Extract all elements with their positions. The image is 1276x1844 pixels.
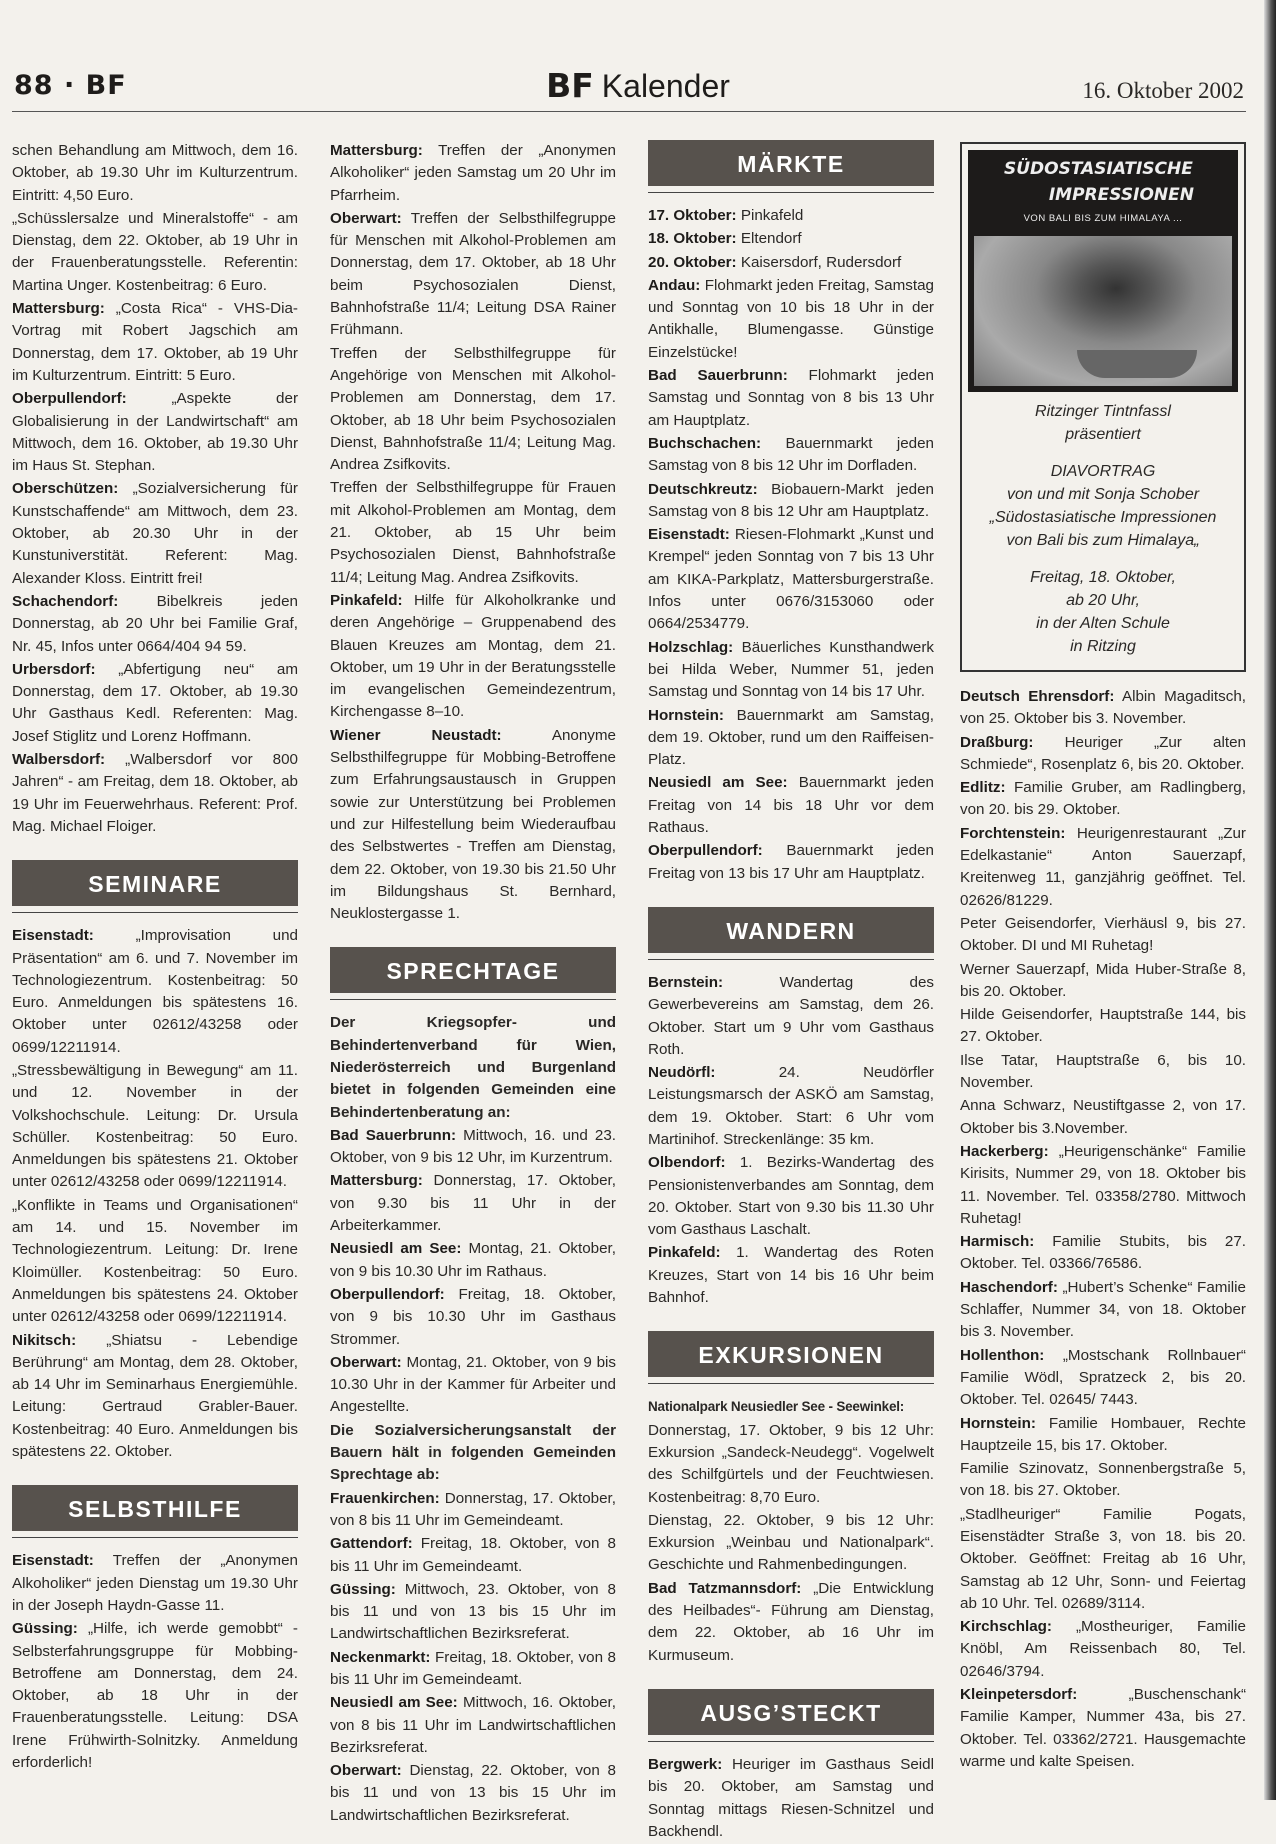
entry-text: Bauernmarkt jeden Freitag von 14 bis 18 Uhr vor dem Rathaus. <box>648 774 934 837</box>
ad-diavortrag <box>960 142 1246 672</box>
calendar-entry <box>960 959 1246 1004</box>
entry-text: „Improvisation und Präsentation“ am 6. und 7. November im Technologiezentrum. Kostenbeitrag: 50 Euro. Anmeldungen bis spätestens 16. Oktober unter 02612/43258 oder 0699/12211914. <box>12 927 298 1056</box>
calendar-entry <box>12 659 298 748</box>
ad-place: in Ritzing <box>1070 638 1136 655</box>
section-divider <box>12 1537 298 1538</box>
entry-place: Schachendorf: <box>12 592 119 610</box>
calendar-entry <box>960 1277 1246 1344</box>
entry-text: Anna Schwarz, Neustiftgasse 2, von 17. Oktober bis 3.November. <box>960 1097 1246 1137</box>
entry-text: Treffen der Selbsthilfegruppe für Angehörige von Menschen mit Alkohol-Problemen am Donnerstag, dem 17. Oktober, ab 18 Uhr beim Psychosozialen Dienst, Bahnhofstraße 11/4; Leitung Mag. Andrea Zsifkovits. <box>330 344 616 474</box>
entry-text: Heuriger im Gasthaus Seidl bis 20. Oktober, am Samstag und Sonntag mittags Riesen-Schnitzel und Backhendl. <box>648 1755 934 1840</box>
calendar-entry <box>12 1618 298 1774</box>
entry-text: Eltendorf <box>740 230 802 248</box>
entry-text: Bauernmarkt am Samstag, dem 19. Oktober, rund um den Raiffeisen-Platz. <box>648 706 934 769</box>
entry-text: „Buschenschank“ Familie Kamper, Nummer 43a, bis 27. Oktober. Tel. 03362/2721. Hausgemachte warme und kalte Speisen. <box>960 1686 1246 1770</box>
entry-place: Hollenthon: <box>960 1346 1045 1364</box>
entry-text: Familie Stubits, bis 27. Oktober. Tel. 03366/76586. <box>960 1233 1246 1273</box>
entry-place: Nikitsch: <box>12 1331 77 1349</box>
entry-text: 24. Neudörfler Leistungsmarsch der ASKÖ am Samstag, dem 19. Oktober. Start: 6 Uhr vom Martinihof. Streckenlänge: 35 km. <box>648 1064 934 1148</box>
section-heading: SPRECHTAGE <box>330 947 616 993</box>
calendar-entry <box>648 840 934 885</box>
entry-place: Draßburg: <box>960 733 1034 751</box>
entry-place: Hackerberg: <box>960 1142 1049 1160</box>
calendar-entry <box>12 1195 298 1329</box>
entry-text: „Sozialversicherung für Kunstschaffende“ am Mittwoch, dem 23. Oktober, ab 20.30 Uhr in der Kunstuniverstität. Referent: Mag. Alexander Kloss. Eintritt frei! <box>12 480 298 587</box>
ad-text <box>968 392 1238 664</box>
calendar-entry <box>960 823 1246 912</box>
calendar-entry <box>648 365 934 432</box>
entry-text: „Walbersdorf vor 800 Jahren“ - am Freitag, dem 18. Oktober, ab 19 Uhr im Feuerwehrhaus. Referent: Prof. Mag. Michael Floiger. <box>12 751 298 835</box>
entry-text: Mittwoch, 16. und 23. Oktober, von 9 bis 12 Uhr, im Kurzentrum. <box>330 1126 616 1167</box>
entry-place: Neckenmarkt: <box>330 1648 431 1666</box>
entry-text: Donnerstag, 17. Oktober, von 8 bis 11 Uhr im Gemeindeamt. <box>330 1489 616 1529</box>
entry-place: Haschendorf: <box>960 1278 1058 1296</box>
entry-text: Peter Geisendorfer, Vierhäusl 9, bis 27. Oktober. DI und MI Ruhetag! <box>960 914 1246 955</box>
entry-place: Oberpullendorf: <box>648 842 763 860</box>
calendar-entry <box>648 524 934 635</box>
entry-text: Montag, 21. Oktober, von 9 bis 10.30 Uhr in der Kammer für Arbeiter und Angestellte. <box>330 1353 616 1416</box>
ad-quote-2: von Bali bis zum Himalaya„ <box>1006 532 1200 549</box>
ad-presenter: Ritzinger Tintnfassl <box>1035 403 1171 420</box>
entry-place: Oberpullendorf: <box>12 390 127 408</box>
calendar-entry <box>330 477 616 588</box>
ad-subtitle: VON BALI BIS ZUM HIMALAYA ... <box>1023 213 1183 224</box>
entry-place: Oberwart: <box>330 1353 402 1371</box>
entry-text: Die Sozialversicherungsanstalt der Bauern hält in folgenden Gemeinden Sprechtage ab: <box>330 1421 616 1484</box>
entry-text: „Abfertigung neu“ am Donnerstag, dem 17. Oktober, ab 19.30 Uhr Gasthaus Kedl. Referenten: Mag. Josef Stiglitz und Lorenz Hoffmann. <box>12 660 298 745</box>
entry-place: Harmisch: <box>960 1233 1035 1251</box>
entry-text: „Hubert’s Schenke“ Familie Schlaffer, Nummer 34, von 18. Oktober bis 3. November. <box>960 1278 1246 1341</box>
section-divider <box>648 192 934 193</box>
entry-text: Treffen der „Anonymen Alkoholiker“ jeden Dienstag um 19.30 Uhr in der Joseph Haydn-Gasse 11. <box>12 1552 298 1614</box>
entry-text: Bauernmarkt jeden Freitag von 13 bis 17 Uhr am Hauptplatz. <box>648 842 934 882</box>
calendar-entry <box>330 590 616 724</box>
entry-place: Eisenstadt: <box>12 927 94 945</box>
entry-place: Güssing: <box>12 1620 78 1638</box>
section-divider <box>648 959 934 960</box>
calendar-entry <box>12 925 298 1059</box>
scan-edge <box>1264 0 1276 1800</box>
entry-place: Kirchschlag: <box>960 1618 1052 1636</box>
entry-text: Wandertag des Gewerbevereins am Samstag, dem 26. Oktober. Start um 9 Uhr vom Gasthaus Roth. <box>648 973 934 1058</box>
calendar-entry <box>960 1684 1246 1773</box>
calendar-entry <box>960 777 1246 822</box>
entry-text: 1. Wandertag des Roten Kreuzes, Start von 14 bis 16 Uhr beim Bahnhof. <box>648 1244 934 1307</box>
entry-text: Heuriger „Zur alten Schmiede“, Rosenplatz 6, bis 20. Oktober. <box>960 733 1246 773</box>
calendar-entry <box>330 1579 616 1646</box>
entry-text: Familie Hombauer, Rechte Hauptzeile 15, bis 17. Oktober. <box>960 1414 1246 1454</box>
calendar-entry <box>960 1345 1246 1412</box>
section-heading: MÄRKTE <box>648 140 934 186</box>
calendar-entry <box>960 686 1246 731</box>
entry-text: Bäuerliches Kunsthandwerk bei Hilda Weber, Nummer 51, jeden Samstag und Sonntag von 14 bis 17 Uhr. <box>648 638 934 701</box>
entry-text: Bibelkreis jeden Donnerstag, ab 20 Uhr bei Familie Graf, Nr. 45, Infos unter 0664/404 94 59. <box>12 592 298 655</box>
column-3 <box>648 140 934 1844</box>
entry-place: Neusiedl am See: <box>330 1694 458 1712</box>
entry-text: Dienstag, 22. Oktober, von 8 bis 11 und von 13 bis 15 Uhr im Landwirtschaftlichen Bezirksreferat. <box>330 1762 616 1824</box>
header-divider <box>12 111 1246 112</box>
section-heading: EXKURSIONEN <box>648 1331 934 1377</box>
ad-kind: DIAVORTRAG <box>1050 463 1156 480</box>
calendar-entry <box>648 705 934 772</box>
issue-date: 16. Oktober 2002 <box>1082 78 1244 103</box>
entry-text: Freitag, 18. Oktober, von 9 bis 10.30 Uhr im Gasthaus Strommer. <box>330 1285 616 1348</box>
section-divider <box>12 912 298 913</box>
calendar-entry <box>648 275 934 364</box>
entry-text: 1. Bezirks-Wandertag des Pensionistenverbandes am Sonntag, dem 20. Oktober. Start von 9.30 bis 11.30 Uhr vom Gasthaus Laschalt. <box>648 1154 934 1239</box>
entry-place: Neusiedl am See: <box>330 1240 462 1258</box>
calendar-entry <box>960 913 1246 958</box>
section-heading: WANDERN <box>648 907 934 953</box>
calendar-entry <box>960 1095 1246 1140</box>
calendar-entry <box>12 388 298 477</box>
entry-text: Nationalpark Neusiedler See - Seewinkel: <box>648 1399 905 1415</box>
entry-place: Walbersdorf: <box>12 751 106 769</box>
entry-text: „Shiatsu - Lebendige Berührung“ am Montag, dem 28. Oktober, ab 14 Uhr im Seminarhaus Energiemühle. Leitung: Gertraud Grabler-Bauer. Kostenbeitrag: 40 Euro. Anmeldungen bis spätestens 22. Oktober. <box>12 1331 298 1461</box>
entry-place: Eisenstadt: <box>12 1552 94 1570</box>
entry-place: Eisenstadt: <box>648 526 730 544</box>
entry-place: Deutsch Ehrensdorf: <box>960 688 1115 705</box>
ad-title-line2: IMPRESSIONEN <box>1048 185 1194 205</box>
ad-photo <box>974 236 1232 386</box>
entry-text: Flohmarkt jeden Samstag und Sonntag von 8 bis 13 Uhr am Hauptplatz. <box>648 367 934 429</box>
entry-text: Mittwoch, 23. Oktober, von 8 bis 11 und von 13 bis 15 Uhr im Landwirtschaftlichen Bezirksreferat. <box>330 1580 616 1643</box>
calendar-entry <box>960 1141 1246 1230</box>
calendar-entry <box>12 1060 298 1194</box>
entry-place: Hornstein: <box>960 1414 1036 1432</box>
entry-place: Oberwart: <box>330 1762 402 1780</box>
entry-place: Oberpullendorf: <box>330 1285 445 1303</box>
entry-text: „Mostschank Rollnbauer“ Familie Wödl, Spratzeck 2, bis 20. Oktober. Tel. 02645/ 7443. <box>960 1346 1246 1409</box>
entry-place: Olbendorf: <box>648 1154 726 1172</box>
section-divider <box>648 1741 934 1742</box>
calendar-entry <box>330 725 616 926</box>
entry-text: „Schüsslersalze und Mineralstoffe“ - am Dienstag, dem 22. Oktober, ab 19 Uhr in der Frauenberatungsstelle. Referentin: Martina Unger. Kostenbeitrag: 6 Euro. <box>12 209 298 294</box>
entry-text: Der Kriegsopfer- und Behindertenverband für Wien, Niederösterreich und Burgenland bietet in folgenden Gemeinden eine Behindertenberatung an: <box>330 1014 616 1121</box>
entry-text: Hilde Geisendorfer, Hauptstraße 144, bis 27. Oktober. <box>960 1006 1246 1046</box>
entry-place: Bergwerk: <box>648 1755 723 1773</box>
entry-text: Treffen der „Anonymen Alkoholiker“ jeden Samstag um 20 Uhr im Pfarrheim. <box>330 142 616 204</box>
calendar-entry <box>648 972 934 1061</box>
entry-intro <box>330 1420 616 1487</box>
entry-text: Dienstag, 22. Oktober, 9 bis 12 Uhr: Exkursion „Weinbau und Nationalpark“. Geschichte und Rahmenbedingungen. <box>648 1511 934 1574</box>
entry-place: Urbersdorf: <box>12 660 96 678</box>
entry-intro <box>330 1012 616 1123</box>
calendar-entry <box>330 1170 616 1237</box>
entry-place: Mattersburg: <box>330 142 423 159</box>
calendar-entry <box>960 1504 1246 1615</box>
calendar-entry <box>330 343 616 477</box>
entry-text: Hilfe für Alkoholkranke und deren Angehörige – Gruppenabend des Blauen Kreuzes am Montag, dem 21. Oktober, um 19 Uhr in der Beratungsstelle im evangelischen Gemeindezentrum, Kirchengasse 8–10. <box>330 591 616 721</box>
calendar-entry <box>12 140 298 207</box>
calendar-entry <box>12 478 298 589</box>
calendar-entry <box>648 1420 934 1509</box>
entry-place: Bernstein: <box>648 973 724 991</box>
entry-place: Oberwart: <box>330 209 402 227</box>
calendar-entry <box>960 1616 1246 1683</box>
calendar-entry <box>330 1125 616 1170</box>
section-heading: SELBSTHILFE <box>12 1485 298 1531</box>
calendar-entry <box>12 298 298 387</box>
calendar-entry <box>330 1760 616 1827</box>
calendar-entry <box>330 140 616 207</box>
entry-place: Mattersburg: <box>12 300 105 318</box>
entry-place: 18. Oktober: <box>648 230 737 248</box>
entry-text: Familie Gruber, am Radlingberg, von 20. bis 29. Oktober. <box>960 779 1246 819</box>
section-divider <box>330 999 616 1000</box>
entry-place: Wiener Neustadt: <box>330 726 502 744</box>
entry-text: Riesen-Flohmarkt „Kunst und Krempel“ jeden Sonntag von 7 bis 13 Uhr am KIKA-Parkplatz, Mattersburgerstraße. Infos unter 0676/3153060 oder 0664/2534779. <box>648 526 934 633</box>
calendar-entry <box>330 208 616 342</box>
calendar-entry <box>12 591 298 658</box>
calendar-entry <box>960 732 1246 777</box>
entry-place: Gattendorf: <box>330 1535 413 1553</box>
column-2 <box>330 140 616 1828</box>
entry-place: Edlitz: <box>960 779 1006 797</box>
section-title: Kalender <box>601 68 730 104</box>
calendar-entry <box>330 1533 616 1578</box>
entry-place: Neudörfl: <box>648 1064 716 1082</box>
calendar-entry <box>960 1050 1246 1095</box>
entry-text: „Heurigenschänke“ Familie Kirisits, Nummer 29, von 18. Oktober bis 11. November. Tel. 03358/2780. Mittwoch Ruhetag! <box>960 1142 1246 1227</box>
entry-place: Buchschachen: <box>648 434 762 452</box>
ad-title-line1: SÜDOSTASIATISCHE <box>1004 159 1193 179</box>
section-heading: SEMINARE <box>12 860 298 906</box>
entry-text: Mittwoch, 16. Oktober, von 8 bis 11 Uhr im Landwirtschaftlichen Bezirksreferat. <box>330 1694 616 1756</box>
entry-place: Deutschkreutz: <box>648 480 758 498</box>
entry-text: Heurigenrestaurant „Zur Edelkastanie“ Anton Sauerzapf, Kreitenweg 11, ganzjährig geöffnet. Tel. 02626/81229. <box>960 824 1246 909</box>
entry-text: „Stadlheuriger“ Familie Pogats, Eisenstädter Straße 3, von 18. bis 20. Oktober. Geöffnet: Freitag ab 16 Uhr, Samstag ab 12 Uhr, Sonn- und Feiertag ab 10 Uhr. Tel. 02689/3114. <box>960 1505 1246 1612</box>
entry-place: Andau: <box>648 276 701 294</box>
ad-venue: in der Alten Schule <box>1036 615 1170 632</box>
calendar-entry <box>648 433 934 478</box>
entry-text: Kaisersdorf, Rudersdorf <box>740 253 902 271</box>
calendar-entry <box>648 205 934 227</box>
calendar-entry <box>330 1238 616 1283</box>
entry-place: Frauenkirchen: <box>330 1489 440 1507</box>
entry-text: schen Behandlung am Mittwoch, dem 16. Oktober, ab 19.30 Uhr im Kulturzentrum. Eintritt: 4,50 Euro. <box>12 142 298 204</box>
calendar-entry <box>12 1330 298 1464</box>
entry-place: 17. Oktober: <box>648 207 737 224</box>
section-heading: AUSG’STECKT <box>648 1689 934 1735</box>
entry-text: Werner Sauerzapf, Mida Huber-Straße 8, bis 20. Oktober. <box>960 960 1246 1000</box>
entry-text: Treffen der Selbsthilfegruppe für Menschen mit Alkohol-Problemen am Donnerstag, dem 17. Oktober, ab 18 Uhr beim Psychosozialen Dienst, Bahnhofstraße 11/4; Leitung DSA Rainer Frühmann. <box>330 209 616 339</box>
ad-quote-1: „Südostasiatische Impressionen <box>989 509 1217 526</box>
calendar-entry <box>648 1062 934 1151</box>
calendar-entry <box>330 1488 616 1533</box>
bf-logo: BF <box>546 66 594 105</box>
column-1 <box>12 140 298 1775</box>
calendar-entry <box>648 637 934 704</box>
entry-text: Anonyme Selbsthilfegruppe für Mobbing-Betroffene zum Erfahrungsaustausch in Gruppen sowie zur Unterstützung bei Problemen und zur Hilfestellung beim Wiederaufbau des Selbstwertes - Treffen am Dienstag, dem 22. Oktober, von 19.30 bis 21.50 Uhr im Bildungshaus St. Bernhard, Neuklostergasse 1. <box>330 726 616 923</box>
calendar-entry <box>960 1231 1246 1276</box>
entry-place: Oberschützen: <box>12 480 119 498</box>
calendar-entry <box>648 252 934 274</box>
calendar-entry <box>12 749 298 838</box>
calendar-entry <box>330 1352 616 1419</box>
entry-text: Pinkafeld <box>740 207 804 224</box>
calendar-entry <box>648 1578 934 1667</box>
calendar-entry <box>330 1692 616 1759</box>
entry-text: Flohmarkt jeden Freitag, Samstag und Sonntag von 10 bis 18 Uhr in der Antikhalle, Blumengasse. Günstige Einzelstücke! <box>648 276 934 361</box>
entry-text: Bauernmarkt jeden Samstag von 8 bis 12 Uhr im Dorfladen. <box>648 434 934 475</box>
calendar-entry <box>960 1458 1246 1503</box>
ad-presents: präsentiert <box>1065 426 1141 443</box>
calendar-entry <box>648 1510 934 1577</box>
entry-place: Forchtenstein: <box>960 824 1066 842</box>
calendar-entry <box>648 772 934 839</box>
ad-by: von und mit Sonja Schober <box>1006 486 1200 503</box>
calendar-entry <box>648 1152 934 1241</box>
calendar-entry <box>648 228 934 250</box>
ad-date: Freitag, 18. Oktober, <box>1030 569 1176 586</box>
entry-place: Pinkafeld: <box>648 1244 721 1262</box>
entry-text: „Hilfe, ich werde gemobbt“ - Selbsterfahrungsgruppe für Mobbing-Betroffene am Donnerstag, dem 24. Oktober, ab 18 Uhr in der Frauenberatungsstelle. Leitung: DSA Irene Frühwirth-Solnitzky. Anmeldung erforderlich! <box>12 1620 298 1771</box>
entry-text: Donnerstag, 17. Oktober, von 9.30 bis 11 Uhr in der Arbeiterkammer. <box>330 1172 616 1235</box>
entry-text: Ilse Tatar, Hauptstraße 6, bis 10. November. <box>960 1051 1246 1092</box>
ad-time: ab 20 Uhr, <box>1066 592 1140 609</box>
entry-place: Bad Sauerbrunn: <box>648 367 788 385</box>
calendar-entry <box>330 1284 616 1351</box>
entry-text: Albin Magaditsch, von 25. Oktober bis 3. November. <box>960 688 1246 728</box>
entry-place: Hornstein: <box>648 706 724 724</box>
entry-text: Treffen der Selbsthilfegruppe für Frauen mit Alkohol-Problemen am Montag, dem 21. Oktober, ab 15 Uhr beim Psychosozialen Dienst, Bahnhofstraße 11/4; Leitung Mag. Andrea Zsifkovits. <box>330 479 616 586</box>
entry-text: „Konflikte in Teams und Organisationen“ am 14. und 15. November im Technologiezentrum. Leitung: Dr. Irene Kloimüller. Kostenbeitrag: 50 Euro. Anmeldungen bis spätestens 24. Oktober unter 02612/43258 oder 0699/12211914. <box>12 1196 298 1326</box>
entry-place: Holzschlag: <box>648 638 734 656</box>
calendar-entry <box>648 1754 934 1843</box>
calendar-entry <box>648 1242 934 1309</box>
entry-place: Bad Sauerbrunn: <box>330 1126 457 1144</box>
entry-text: Donnerstag, 17. Oktober, 9 bis 12 Uhr: Exkursion „Sandeck-Neudegg“. Vogelwelt des Schilfgürtels und der Feuchtwiesen. Kostenbeitrag: 8,70 Euro. <box>648 1421 934 1506</box>
entry-place: Mattersburg: <box>330 1172 423 1190</box>
section-divider <box>648 1383 934 1384</box>
calendar-entry <box>12 208 298 297</box>
column-4 <box>960 140 1246 1774</box>
calendar-entry <box>330 1647 616 1692</box>
entry-place: Pinkafeld: <box>330 591 403 609</box>
entry-text: Biobauern-Markt jeden Samstag von 8 bis 12 Uhr am Hauptplatz. <box>648 480 934 520</box>
entry-text: Familie Szinovatz, Sonnenbergstraße 5, von 18. bis 27. Oktober. <box>960 1460 1246 1500</box>
entry-place: 20. Oktober: <box>648 253 737 271</box>
entry-text: „Stressbewältigung in Bewegung“ am 11. und 12. November in der Volkshochschule. Leitung: Dr. Ursula Schüller. Kostenbeitrag: 50 Euro. Anmeldungen bis spätestens 21. Oktober unter 02612/43258 oder 0699/12211914. <box>12 1061 298 1191</box>
entry-intro <box>648 1396 934 1418</box>
calendar-entry <box>960 1004 1246 1049</box>
page-number: 88 · BF <box>14 70 127 101</box>
entry-text: Freitag, 18. Oktober, von 8 bis 11 Uhr im Gemeindeamt. <box>330 1648 616 1688</box>
entry-place: Güssing: <box>330 1580 396 1598</box>
entry-place: Bad Tatzmannsdorf: <box>648 1579 802 1597</box>
entry-place: Kleinpetersdorf: <box>960 1686 1078 1704</box>
calendar-entry <box>960 1413 1246 1458</box>
entry-text: Freitag, 18. Oktober, von 8 bis 11 Uhr im Gemeindeamt. <box>330 1535 616 1575</box>
entry-text: „Costa Rica“ - VHS-Dia-Vortrag mit Robert Jagschich am Donnerstag, dem 17. Oktober, ab 19 Uhr im Kulturzentrum. Eintritt: 5 Euro. <box>12 300 298 384</box>
ad-banner <box>968 150 1238 392</box>
entry-text: „Mostheuriger, Familie Knöbl, Am Reissenbach 80, Tel. 02646/3794. <box>960 1618 1246 1680</box>
entry-text: Montag, 21. Oktober, von 9 bis 10.30 Uhr im Rathaus. <box>330 1240 616 1280</box>
entry-place: Neusiedl am See: <box>648 774 788 792</box>
calendar-entry <box>648 479 934 524</box>
entry-text: „Die Entwicklung des Heilbades“- Führung am Dienstag, dem 22. Oktober, ab 16 Uhr im Kurmuseum. <box>648 1579 934 1664</box>
calendar-entry <box>12 1550 298 1617</box>
entry-text: „Aspekte der Globalisierung in der Landwirtschaft“ am Mittwoch, dem 16. Oktober, ab 19.30 Uhr im Haus St. Stephan. <box>12 390 298 475</box>
